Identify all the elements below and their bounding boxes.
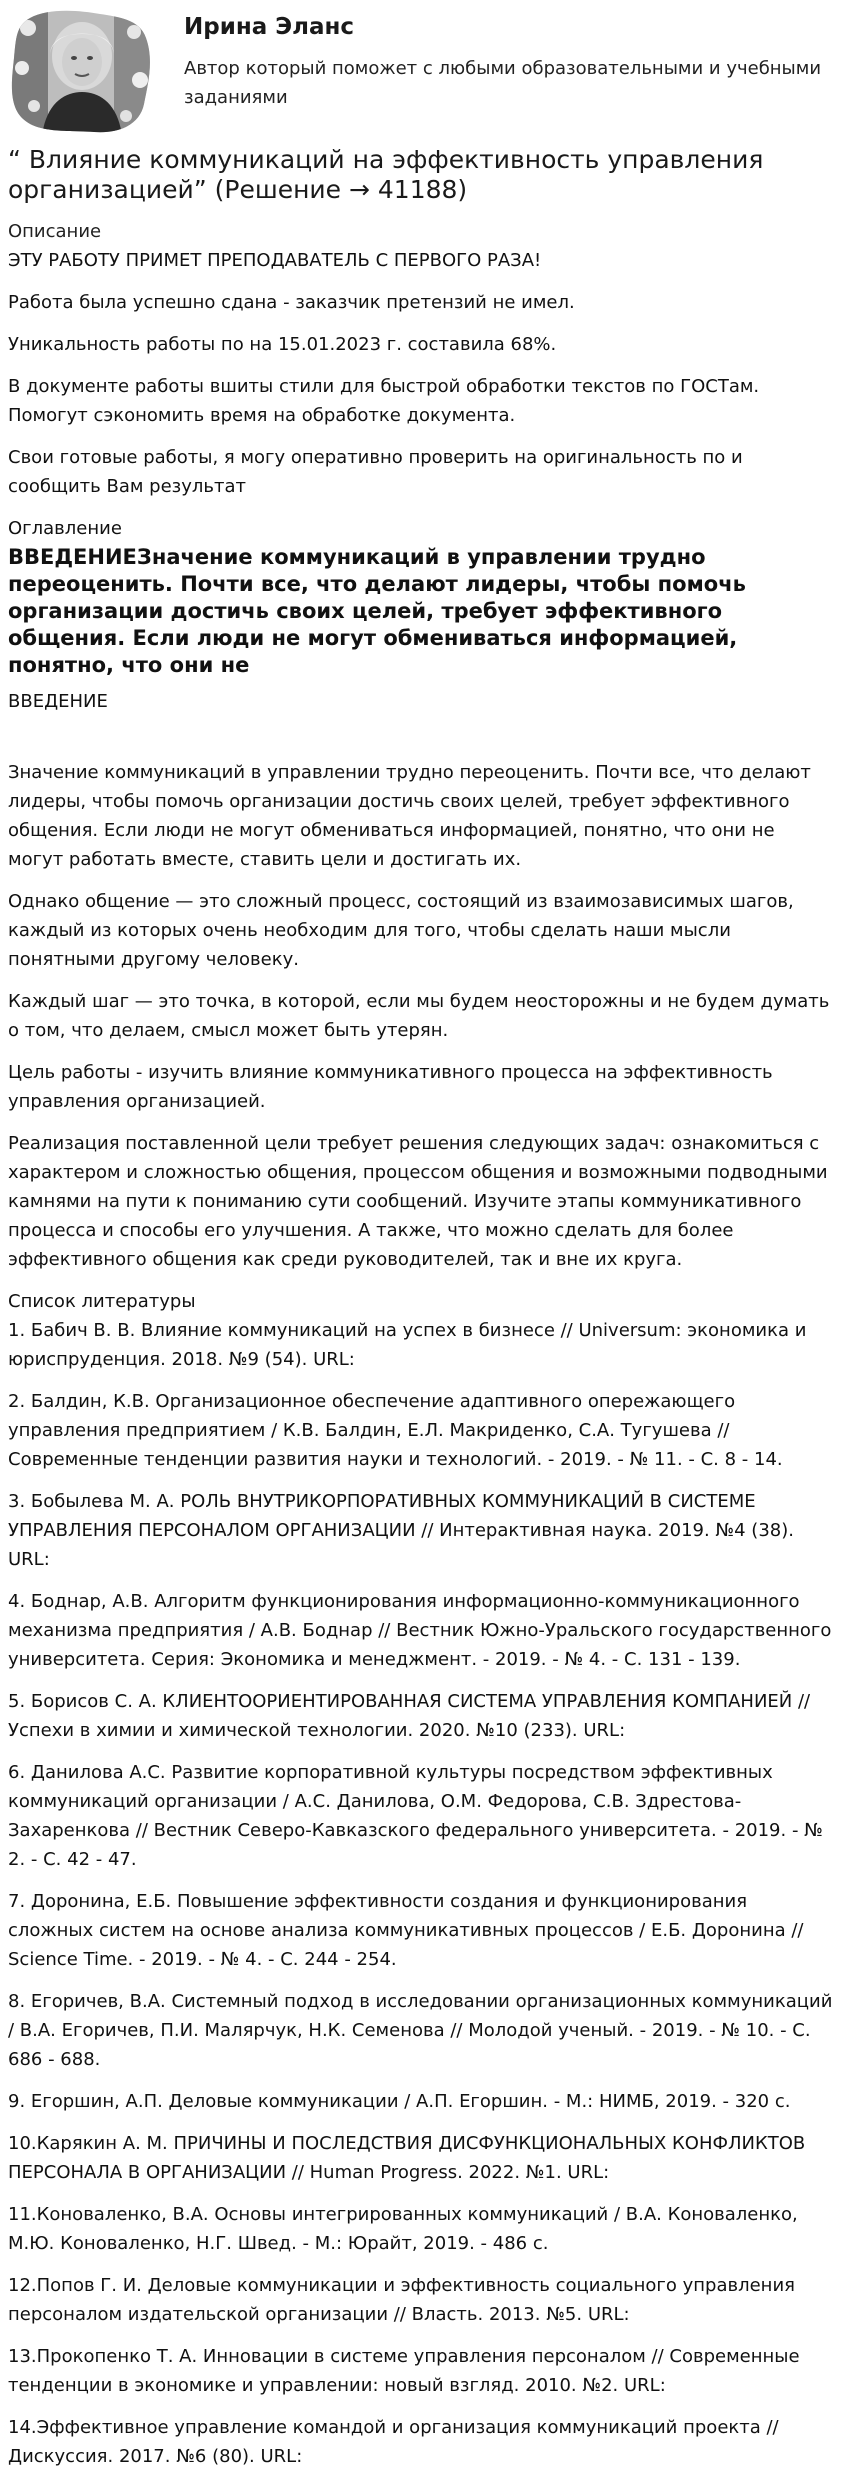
intro-heading: ВВЕДЕНИЕ (8, 691, 108, 712)
description-paragraph: В документе работы вшиты стили для быстрой обработки текстов по ГОСТам. Помогут сэкономить время на обработке документа. (8, 376, 760, 426)
description-label: Описание (8, 221, 102, 242)
literature-item: 7. Доронина, Е.Б. Повышение эффективности создания и функционирования сложных систем на основе анализа коммуникативных процессов / Е.Б. Доронина // Science Time. - 2019. - № 4. - С. 244 - 254. (8, 1891, 804, 1970)
literature-item: 11.Коноваленко, В.А. Основы интегрированных коммуникаций / В.А. Коноваленко, М.Ю. Коноваленко, Н.Г. Швед. - М.: Юрайт, 2019. - 486 с. (8, 2204, 798, 2254)
literature-item: 4. Боднар, А.В. Алгоритм функционирования информационно-коммуникационного механизма предприятия / А.В. Боднар // Вестник Южно-Уральского государственного университета. Серия: Экономика и менеджмент. - 2019. - № 4. - С. 131 - 139. (8, 1591, 832, 1670)
document-title: “ Влияние коммуникаций на эффективность управления организацией” (Решение → 41188) (8, 145, 764, 204)
author-info (154, 8, 835, 112)
literature-item: 3. Бобылева М. А. РОЛЬ ВНУТРИКОРПОРАТИВНЫХ КОММУНИКАЦИЙ В СИСТЕМЕ УПРАВЛЕНИЯ ПЕРСОНАЛОМ ОРГАНИЗАЦИИ // Интерактивная наука. 2019. №4 (38). URL: (8, 1491, 794, 1570)
intro-paragraph: Каждый шаг — это точка, в которой, если мы будем неосторожны и не будем думать о том, что делаем, смысл может быть утерян. (8, 991, 830, 1041)
literature-item: 13.Прокопенко Т. А. Инновации в системе управления персоналом // Современные тенденции в экономике и управлении: новый взгляд. 2010. №2. URL: (8, 2346, 800, 2396)
author-block (8, 0, 835, 138)
avatar-image (8, 8, 154, 136)
author-description: Автор который поможет с любыми образовательными и учебными заданиями (184, 58, 822, 108)
avatar[interactable] (8, 8, 154, 136)
literature-list (8, 1316, 835, 2471)
description-paragraph: Свои готовые работы, я могу оперативно проверить на оригинальность по и сообщить Вам результат (8, 447, 743, 497)
literature-item: 6. Данилова А.С. Развитие корпоративной культуры посредством эффективных коммуникаций организации / А.С. Данилова, О.М. Федорова, С.В. Здрестова-Захаренкова // Вестник Северо-Кавказского федерального университета. - 2019. - № 2. - С. 42 - 47. (8, 1762, 823, 1870)
description-paragraph: Работа была успешно сдана - заказчик претензий не имел. (8, 292, 575, 313)
intro-paragraph: Цель работы - изучить влияние коммуникативного процесса на эффективность управления организацией. (8, 1062, 773, 1112)
intro-paragraph: Реализация поставленной цели требует решения следующих задач: ознакомиться с характером и сложностью общения, процессом общения и возможными подводными камнями на пути к пониманию сути сообщений. Изучите этапы коммуникативного процесса и способы его улучшения. А также, что можно сделать для более эффективного общения как среди руководителей, так и вне их круга. (8, 1133, 828, 1270)
intro-spacer (8, 716, 835, 758)
toc-label: Оглавление (8, 518, 122, 539)
intro-paragraph: Значение коммуникаций в управлении трудно переоценить. Почти все, что делают лидеры, чтобы помочь организации достичь своих целей, требует эффективного общения. Если люди не могут обмениваться информацией, понятно, что они не могут работать вместе, ставить цели и достигать их. (8, 762, 811, 870)
literature-item: 1. Бабич В. В. Влияние коммуникаций на успех в бизнесе // Universum: экономика и юриспруденция. 2018. №9 (54). URL: (8, 1320, 807, 1370)
description-paragraph: ЭТУ РАБОТУ ПРИМЕТ ПРЕПОДАВАТЕЛЬ С ПЕРВОГО РАЗА! (8, 250, 542, 271)
description-paragraph: Уникальность работы по на 15.01.2023 г. составила 68%. (8, 334, 557, 355)
intro-section (8, 758, 835, 1274)
literature-item: 8. Егоричев, В.А. Системный подход в исследовании организационных коммуникаций / В.А. Егоричев, П.И. Малярчук, Н.К. Семенова // Молодой ученый. - 2019. - № 10. - С. 686 - 688. (8, 1991, 833, 2070)
toc-bold-text: ВВЕДЕНИЕЗначение коммуникаций в управлении трудно переоценить. Почти все, что делают лидеры, чтобы помочь организации достичь своих целей, требует эффективного общения. Если люди не могут обмениваться информацией, понятно, что они не (8, 545, 746, 677)
description-section (8, 246, 835, 501)
literature-item: 10.Карякин А. М. ПРИЧИНЫ И ПОСЛЕДСТВИЯ ДИСФУНКЦИОНАЛЬНЫХ КОНФЛИКТОВ ПЕРСОНАЛА В ОРГАНИЗАЦИИ // Human Progress. 2022. №1. URL: (8, 2133, 806, 2183)
literature-item: 2. Балдин, К.В. Организационное обеспечение адаптивного опережающего управления предприятием / К.В. Балдин, Е.Л. Макриденко, С.А. Тугушева // Современные тенденции развития науки и технологий. - 2019. - № 11. - С. 8 - 14. (8, 1391, 783, 1470)
literature-item: 14.Эффективное управление командой и организация коммуникаций проекта // Дискуссия. 2017. №6 (80). URL: (8, 2417, 779, 2467)
intro-paragraph: Однако общение — это сложный процесс, состоящий из взаимозависимых шагов, каждый из которых очень необходим для того, чтобы сделать наши мысли понятными другому человеку. (8, 891, 794, 970)
author-name[interactable]: Ирина Эланс (184, 14, 355, 40)
literature-item: 12.Попов Г. И. Деловые коммуникации и эффективность социального управления персоналом издательской организации // Власть. 2013. №5. URL: (8, 2275, 795, 2325)
literature-item: 9. Егоршин, А.П. Деловые коммуникации / А.П. Егоршин. - М.: НИМБ, 2019. - 320 с. (8, 2091, 791, 2112)
literature-label: Список литературы (8, 1291, 196, 1312)
literature-item: 5. Борисов С. А. КЛИЕНТООРИЕНТИРОВАННАЯ СИСТЕМА УПРАВЛЕНИЯ КОМПАНИЕЙ // Успехи в химии и химической технологии. 2020. №10 (233). URL: (8, 1691, 811, 1741)
